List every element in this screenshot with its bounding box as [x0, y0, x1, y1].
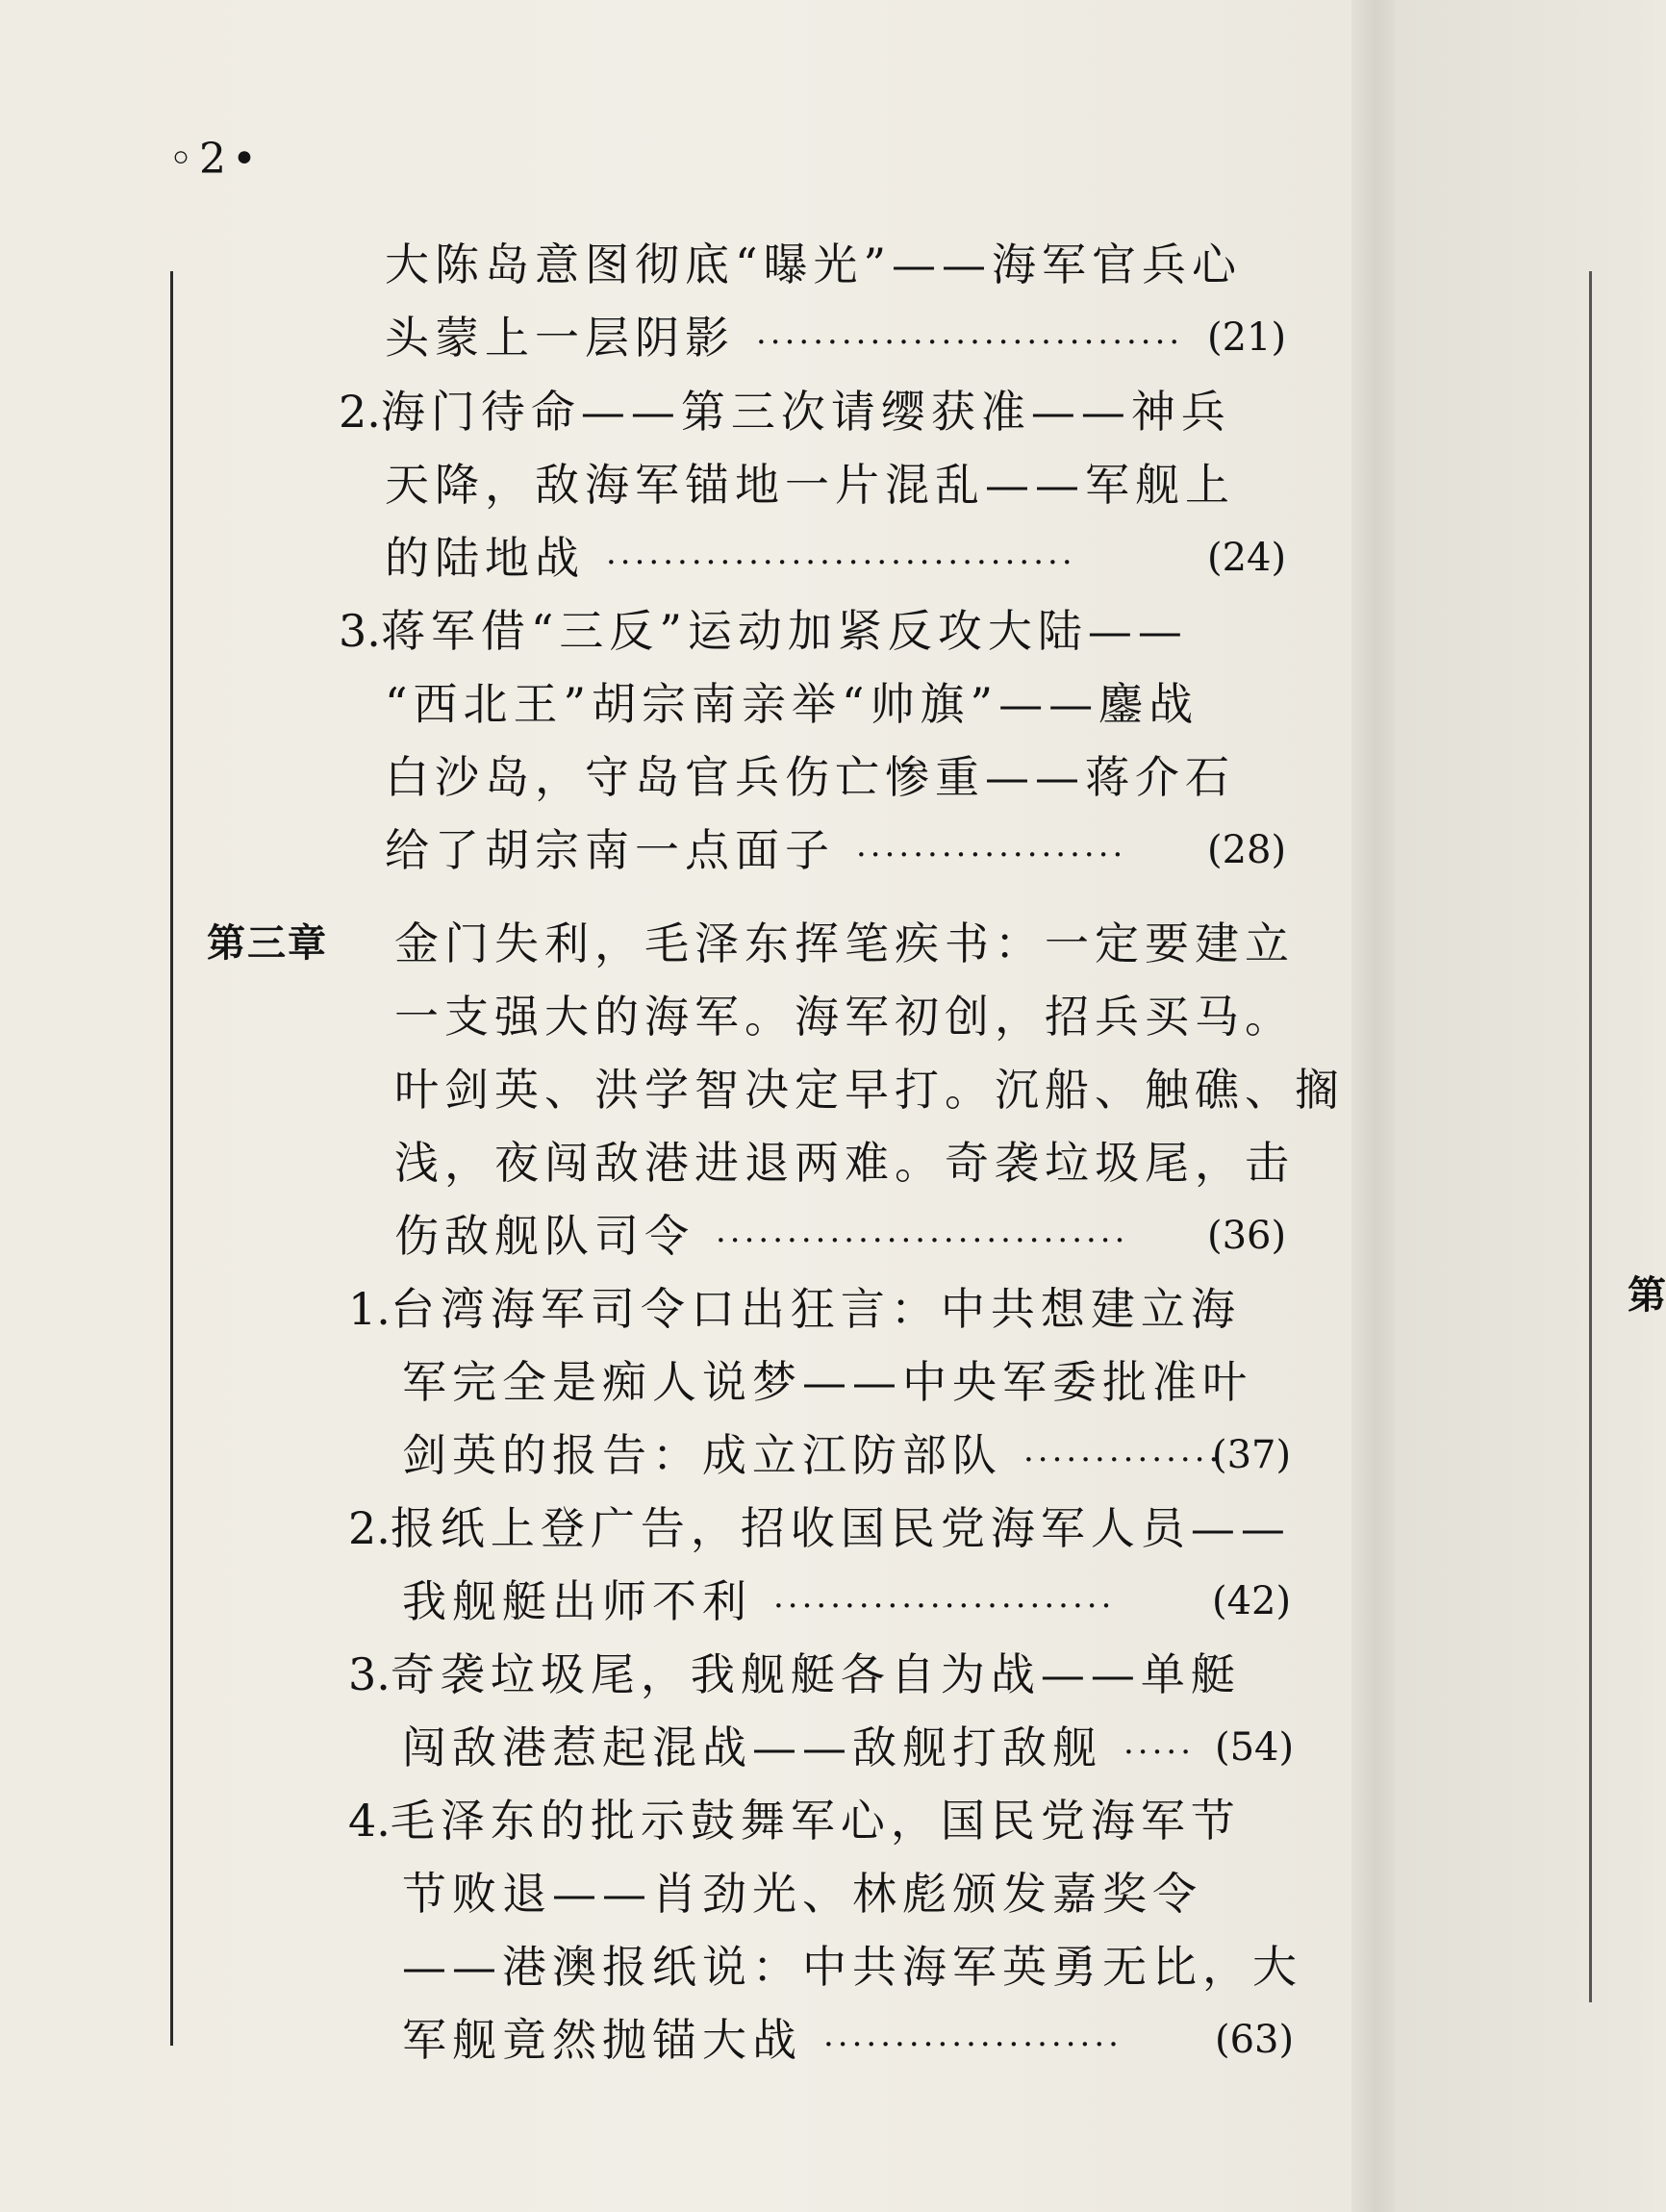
toc-text: 军完全是痴人说梦——中央军委批准叶	[402, 1356, 1252, 1408]
toc-line	[402, 1930, 1302, 2003]
toc-text: 叶剑英、洪学智决定早打。沉船、触礁、搁	[394, 1064, 1345, 1116]
toc-text: 给了胡宗南一点面子	[385, 824, 835, 876]
toc-text: 的陆地战	[385, 532, 585, 584]
toc-text: 伤敌舰队司令	[394, 1210, 694, 1262]
toc-item-number: 3.	[348, 1648, 391, 1700]
toc-line	[385, 228, 1242, 301]
leader-dots: ······························	[756, 323, 1184, 362]
book-page-right-partial	[1395, 0, 1654, 2212]
toc-line	[385, 667, 1199, 741]
toc-text: 毛泽东的批示鼓舞军心，国民党海军节	[390, 1795, 1241, 1847]
toc-page-ref: (28)	[1207, 828, 1287, 872]
toc-text: 节败退——肖劲光、林彪颁发嘉奖令	[402, 1868, 1202, 1920]
toc-text: 大陈岛意图彻底“曝光”——海军官兵心	[385, 239, 1243, 290]
leader-dots: ··············	[1023, 1441, 1224, 1479]
toc-text: 天降，敌海军锚地一片混乱——军舰上	[385, 459, 1235, 511]
toc-left-rule	[170, 271, 173, 2046]
leader-dots: ························	[773, 1587, 1116, 1625]
toc-page-ref: (24)	[1207, 536, 1287, 580]
toc-text: ——港澳报纸说：中共海军英勇无比，大	[402, 1941, 1302, 1993]
toc-text: 蒋军借“三反”运动加紧反攻大陆——	[380, 605, 1188, 657]
toc-text: 台湾海军司令口出狂言：中共想建立海	[390, 1283, 1241, 1335]
toc-text: 浅，夜闯敌港进退两难。奇袭垃圾尾，击	[394, 1137, 1295, 1189]
toc-line	[385, 814, 1294, 887]
toc-line	[348, 1638, 1241, 1711]
toc-text: 报纸上登广告，招收国民党海军人员——	[390, 1502, 1291, 1554]
toc-line	[394, 1053, 1345, 1126]
toc-line	[385, 741, 1235, 814]
toc-page-ref: (63)	[1215, 2018, 1295, 2062]
toc-line	[394, 1199, 1303, 1272]
toc-item-number: 2.	[339, 386, 381, 438]
toc-line	[402, 1857, 1202, 1930]
toc-text: 我舰艇出师不利	[402, 1575, 752, 1627]
toc-text: 一支强大的海军。海军初创，招兵买马。	[394, 991, 1295, 1043]
leader-dots: ·····························	[716, 1221, 1129, 1260]
toc-line	[394, 980, 1295, 1053]
toc-line	[385, 301, 1294, 374]
toc-text: “西北王”胡宗南亲举“帅旗”——鏖战	[385, 678, 1199, 730]
book-gutter	[1351, 0, 1400, 2212]
toc-line	[402, 1711, 1311, 1784]
toc-line	[394, 1126, 1295, 1199]
toc-page-ref: (37)	[1212, 1433, 1292, 1477]
page-number: ◦2•	[168, 135, 263, 184]
toc-line	[394, 907, 1295, 980]
toc-line	[339, 375, 1231, 448]
toc-item-number: 4.	[348, 1795, 391, 1847]
toc-line	[348, 1492, 1291, 1565]
toc-line	[348, 1272, 1241, 1345]
chapter-label: 第三章	[207, 921, 328, 966]
toc-page-ref: (21)	[1207, 315, 1287, 360]
toc-text: 奇袭垃圾尾，我舰艇各自为战——单艇	[390, 1648, 1241, 1700]
toc-item-number: 1.	[348, 1283, 391, 1335]
toc-line	[348, 1784, 1241, 1857]
toc-page-ref: (42)	[1212, 1579, 1292, 1623]
toc-line	[402, 1565, 1311, 1638]
toc-line	[339, 594, 1188, 667]
leader-dots: ···················	[856, 836, 1127, 874]
toc-line	[402, 2003, 1311, 2076]
toc-line	[385, 448, 1235, 521]
toc-text: 头蒙上一层阴影	[385, 312, 735, 364]
toc-page-ref: (54)	[1215, 1725, 1295, 1770]
toc-text: 剑英的报告：成立江防部队	[402, 1429, 1002, 1481]
next-page-rule	[1589, 271, 1592, 2002]
toc-line	[402, 1345, 1252, 1419]
toc-text: 闯敌港惹起混战——敌舰打敌舰	[402, 1722, 1102, 1773]
next-page-chapter-glyph: 第	[1628, 1272, 1666, 1318]
leader-dots: ·····················	[823, 2025, 1123, 2064]
toc-text: 白沙岛，守岛官兵伤亡惨重——蒋介石	[385, 751, 1235, 803]
toc-page-ref: (36)	[1207, 1214, 1287, 1258]
toc-text: 金门失利，毛泽东挥笔疾书：一定要建立	[394, 917, 1295, 969]
toc-line	[385, 521, 1294, 594]
leader-dots: ·····	[1123, 1733, 1196, 1772]
toc-item-number: 2.	[348, 1502, 391, 1554]
toc-text: 海门待命——第三次请缨获准——神兵	[380, 386, 1231, 438]
leader-dots: ·································	[606, 543, 1076, 582]
toc-line	[402, 1419, 1311, 1492]
toc-item-number: 3.	[339, 605, 381, 657]
toc-text: 军舰竟然抛锚大战	[402, 2014, 802, 2066]
